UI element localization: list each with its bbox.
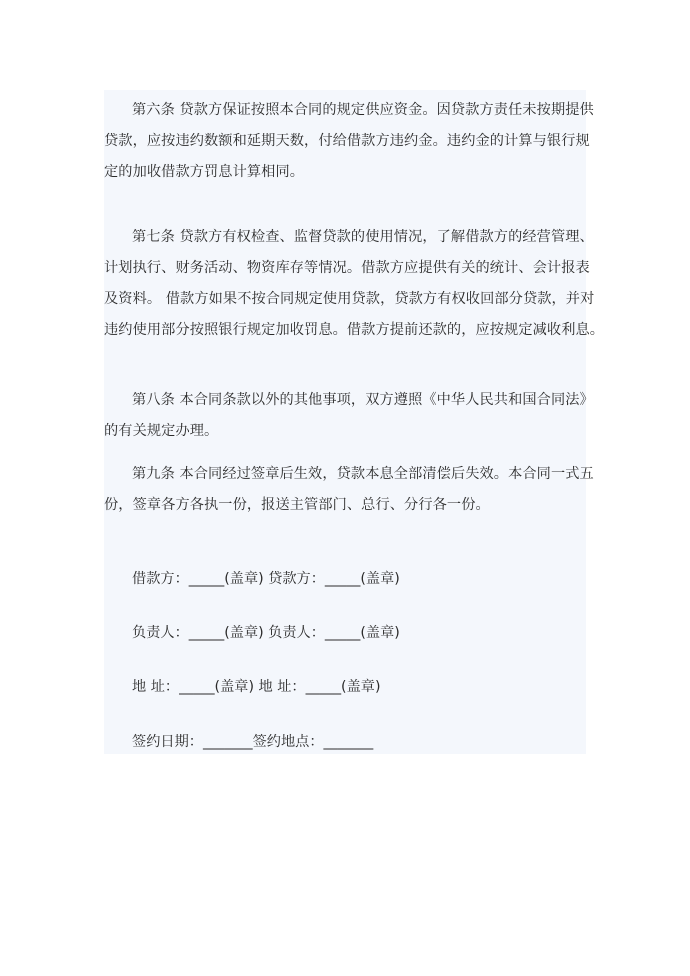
article-8-paragraph bbox=[104, 385, 594, 447]
signature-line-responsible: 负责人：_____(盖章) 负责人：_____(盖章) bbox=[132, 625, 400, 641]
article-6-paragraph bbox=[104, 95, 594, 188]
article-7-line-3: 及资料。 借款方如果不按合同规定使用贷款，贷款方有权收回部分贷款，并对 bbox=[104, 291, 595, 307]
article-7-paragraph bbox=[104, 222, 605, 346]
article-7-line-2: 计划执行、财务活动、物资库存等情况。借款方应提供有关的统计、会计报表 bbox=[104, 260, 590, 276]
article-8-line-1: 第八条 本合同条款以外的其他事项，双方遵照《中华人民共和国合同法》 bbox=[132, 392, 594, 408]
article-9-line-1: 第九条 本合同经过签章后生效，贷款本息全部清偿后失效。本合同一式五 bbox=[132, 466, 594, 482]
article-9-line-2: 份，签章各方各执一份，报送主管部门、总行、分行各一份。 bbox=[104, 497, 490, 513]
article-6-line-3: 定的加收借款方罚息计算相同。 bbox=[104, 164, 305, 180]
signature-line-parties: 借款方：_____(盖章) 贷款方：_____(盖章) bbox=[132, 571, 400, 587]
contract-content bbox=[104, 90, 605, 754]
article-7-line-4: 违约使用部分按照银行规定加收罚息。借款方提前还款的，应按规定减收利息。 bbox=[104, 322, 605, 338]
article-9-paragraph bbox=[104, 459, 594, 521]
signature-line-address: 地 址：_____(盖章) 地 址：_____(盖章) bbox=[132, 679, 381, 695]
article-8-line-2: 的有关规定办理。 bbox=[104, 423, 219, 439]
signature-line-date-place: 签约日期：_______签约地点：_______ bbox=[132, 734, 374, 750]
article-7-line-1: 第七条 贷款方有权检查、监督贷款的使用情况，了解借款方的经营管理、 bbox=[132, 229, 594, 245]
article-6-line-1: 第六条 贷款方保证按照本合同的规定供应资金。因贷款方责任未按期提供 bbox=[132, 102, 594, 118]
article-6-line-2: 贷款，应按违约数额和延期天数，付给借款方违约金。违约金的计算与银行规 bbox=[104, 133, 590, 149]
